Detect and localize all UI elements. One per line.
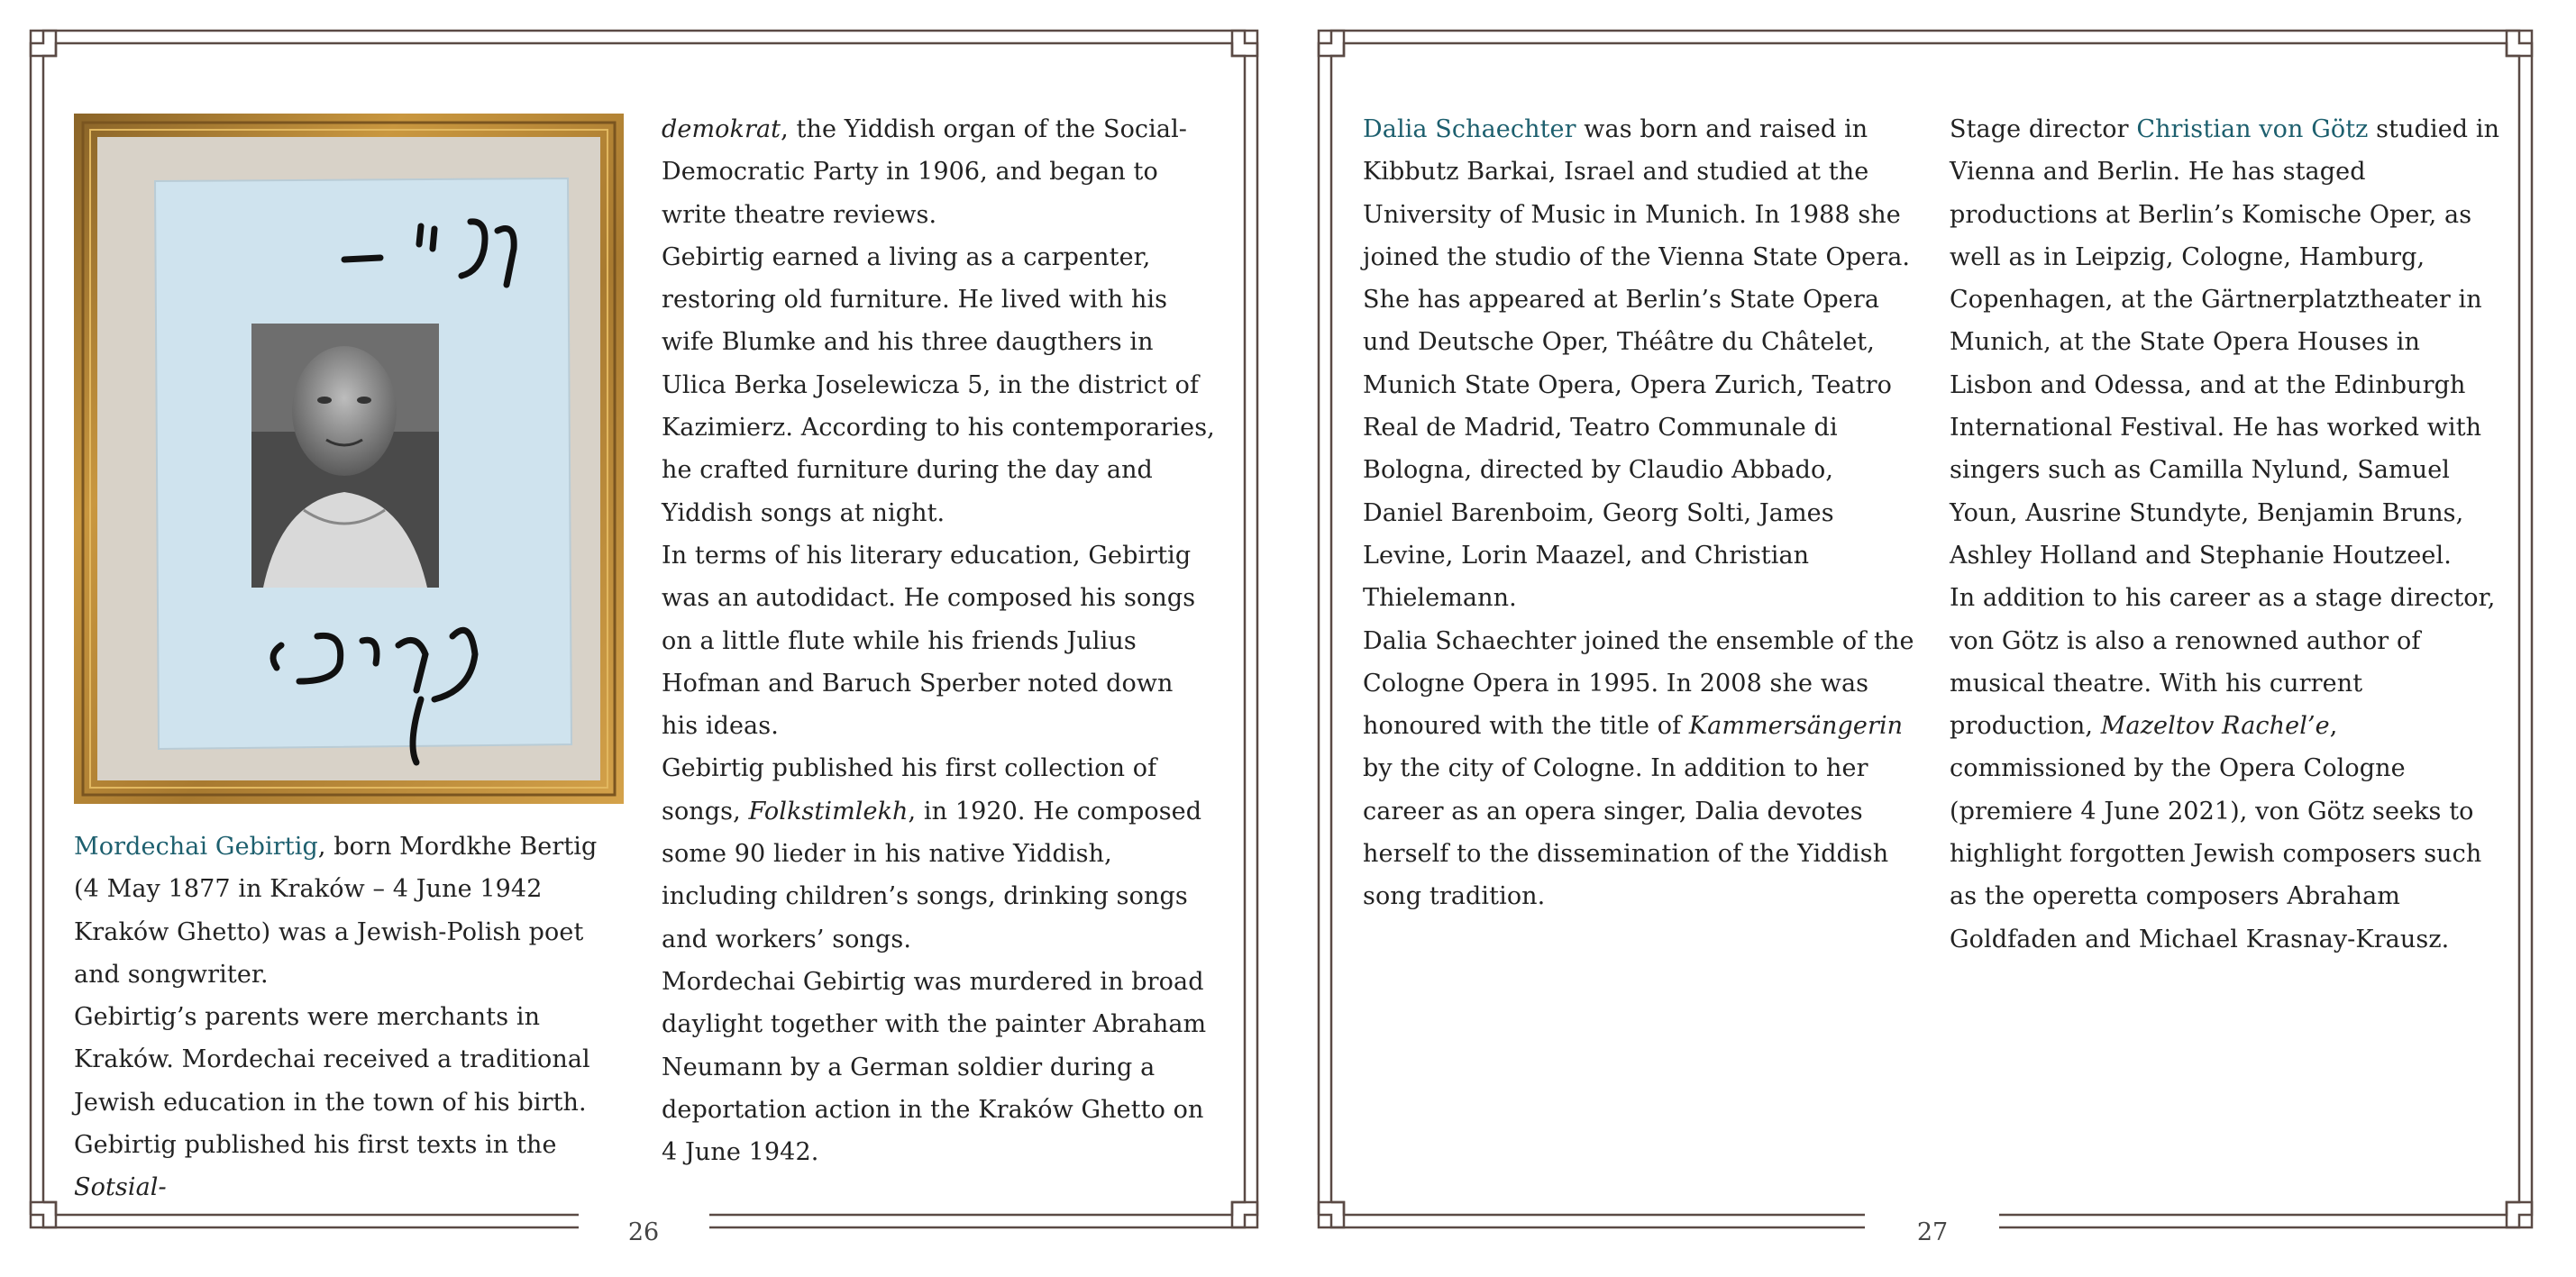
von-goetz-bio-paragraph: Stage director Christian von Götz studied in Vienna and Berlin. He has staged productions at Berlin’s Komische Oper, as well as in Leipzig, Cologne, Hamburg, Copenhagen, at the Gärtnerplatztheater in Munich, at the State Opera Houses in Lisbon and Odessa, and at the Edinburgh International Festival. He has worked with singers such as Camilla Nylund, Samuel Youn, Ausrine Stundyte, Benjamin Bruns, Ashley Holland and Stephanie Houtzeel. <box>1950 115 2500 570</box>
murder-paragraph: Mordechai Gebirtig was murdered in broad daylight together with the painter Abraham Neumann by a German soldier during a deportation action in the Kraków Ghetto on 4 June 1942. <box>662 967 1207 1167</box>
carpenter-paragraph: Gebirtig earned a living as a carpenter, restoring old furniture. He lived with his wife Blumke and his three daugthers in Ulica Berka Joselewicza 5, in the district of Kazimierz. According to his contemporaries, he crafted furniture during the day and Yiddish songs at night. <box>662 242 1215 527</box>
page-number-left: 26 <box>627 1218 660 1246</box>
name-mordechai-gebirtig: Mordechai Gebirtig <box>74 833 318 861</box>
page-number-right: 27 <box>1916 1218 1949 1246</box>
right-page-column-1 <box>1363 108 1917 918</box>
sotsialdemokrat-paragraph: demokrat, the Yiddish organ of the Social-Democratic Party in 1906, and began to write theatre reviews. <box>662 115 1188 229</box>
right-page-column-2 <box>1950 108 2508 961</box>
gebirtig-parents-paragraph: Gebirtig’s parents were merchants in Kraków. Mordechai received a traditional Jewish education in the town of his birth. Gebirtig published his first texts in the Sotsial- <box>74 1003 590 1202</box>
schaechter-bio-paragraph: Dalia Schaechter was born and raised in Kibbutz Barkai, Israel and studied at the University of Music in Munich. In 1988 she joined the studio of the Vienna State Opera. She has appeared at Berlin’s State Opera und Deutsche Oper, Théâtre du Châtelet, Munich State Opera, Opera Zurich, Teatro Real de Madrid, Teatro Communale di Bologna, directed by Claudio Abbado, Daniel Barenboim, Georg Solti, James Levine, Lorin Maazel, and Christian Thielemann. <box>1363 115 1911 613</box>
schaechter-cologne-paragraph: Dalia Schaechter joined the ensemble of the Cologne Opera in 1995. In 2008 she was honoured with the title of Kammersängerin by the city of Cologne. In addition to her career as an opera singer, Dalia devotes herself to the dissemination of the Yiddish song tradition. <box>1363 626 1914 911</box>
left-page-column-1 <box>74 825 624 1209</box>
gebirtig-intro-paragraph: Mordechai Gebirtig, born Mordkhe Bertig (4 May 1877 in Kraków – 4 June 1942 Kraków Ghetto) was a Jewish-Polish poet and songwriter. <box>74 833 598 989</box>
literary-education-paragraph: In terms of his literary education, Gebirtig was an autodidact. He composed his songs on a little flute while his friends Julius Hofman and Baruch Sperber noted down his ideas. <box>662 541 1196 741</box>
right-page <box>1288 0 2576 1277</box>
first-collection-paragraph: Gebirtig published his first collection of songs, Folkstimlekh, in 1920. He composed some 90 lieder in his native Yiddish, including children’s songs, drinking songs and workers’ songs. <box>662 754 1202 953</box>
name-dalia-schaechter: Dalia Schaechter <box>1363 115 1576 143</box>
von-goetz-author-paragraph: In addition to his career as a stage director, von Götz is also a renowned author of musical theatre. With his current production, Mazeltov Rachel’e, commissioned by the Opera Cologne (premiere 4 June 2021), von Götz seeks to highlight forgotten Jewish composers such as the operetta composers Abraham Goldfaden and Michael Krasnay-Krausz. <box>1950 584 2496 953</box>
left-page-column-2 <box>662 108 1215 1173</box>
gebirtig-framed-photo <box>74 114 624 804</box>
name-christian-von-goetz: Christian von Götz <box>2136 115 2369 143</box>
